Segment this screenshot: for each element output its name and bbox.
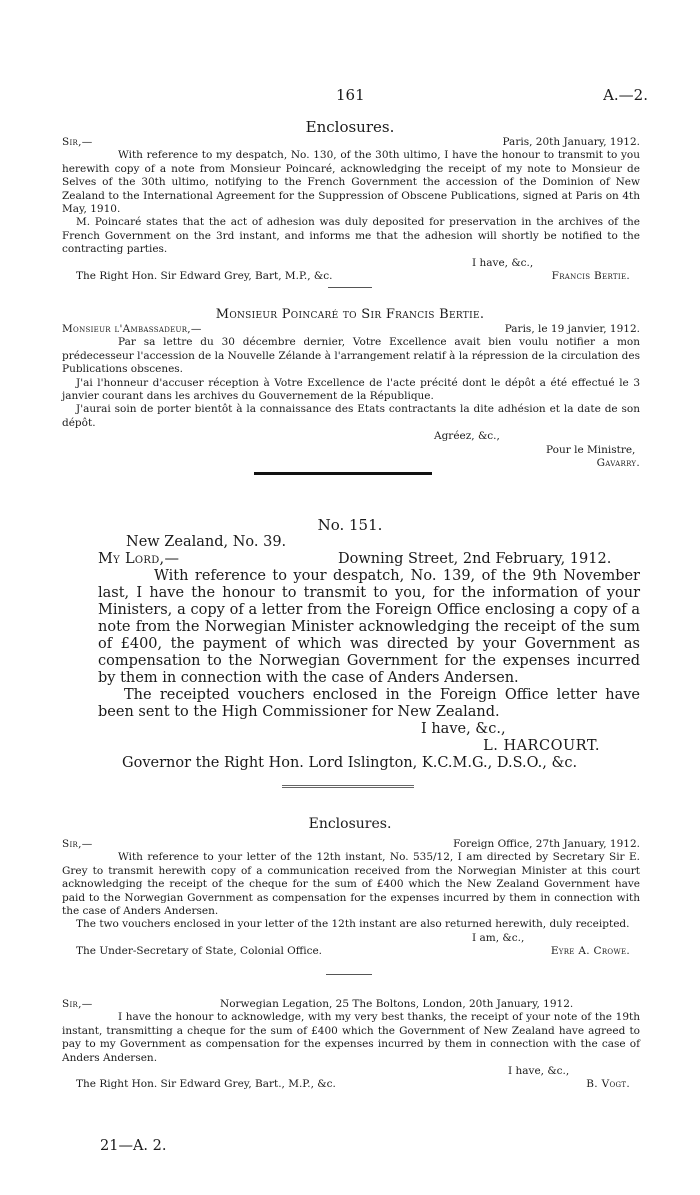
dispatch-harcourt (98, 534, 640, 772)
salutation: Sir,— (62, 998, 93, 1010)
divider (326, 974, 372, 975)
letter-vogt (62, 998, 640, 1092)
enclosures-heading-2: Enclosures. (308, 816, 392, 832)
paragraph: M. Poincaré states that the act of adhesion was duly deposited for preservation in the archives of the French Government on the 3rd instant, and informs me that the adhesion will shortly be notified to the contracting parties. (62, 216, 640, 256)
salutation: My Lord,— (98, 551, 180, 567)
closing: Agréez, &c., (434, 430, 500, 443)
salutation: Sir,— (62, 838, 93, 850)
paper-reference: A.—2. (603, 86, 648, 104)
salutation: Sir,— (62, 136, 93, 148)
closing: I am, &c., (472, 931, 525, 944)
place-date: Paris, 20th January, 1912. (502, 136, 640, 148)
colony-reference: New Zealand, No. 39. (126, 534, 287, 550)
thick-divider (254, 472, 432, 475)
divider (282, 785, 414, 788)
paragraph: With reference to your letter of the 12th instant, No. 535/12, I am directed by Secretary Sir E. Grey to transmit herewith copy of a communication received from the Norwegian Minister at this court acknowledging the receipt of the cheque for the sum of £400 which the New Zealand Government have paid to the Norwegian Government as compensation for the expenses incurred by them in connection with the case of Anders Andersen. (62, 851, 640, 918)
closing: I have, &c., (421, 721, 506, 737)
signature: Eyre A. Crowe. (550, 945, 630, 958)
paragraph: I have the honour to acknowledge, with my very best thanks, the receipt of your note of the 19th instant, transmitting a cheque for the sum of £400 which the Government of New Zealand have agreed to pay to my Government as compensation for the expenses incurred by them in connection with the case of Anders Andersen. (62, 1011, 640, 1064)
signature-mark: 21—A. 2. (100, 1138, 167, 1154)
page-number: 161 (336, 86, 365, 104)
addressee: The Right Hon. Sir Edward Grey, Bart, M.P., &c. (76, 270, 333, 283)
paragraph: Par sa lettre du 30 décembre dernier, Votre Excellence avait bien voulu notifier a mon prédecesseur l'accession de la Nouvelle Zélande à l'arrangement relatif à la répression de la circulation des Publications obscenes. (62, 336, 640, 376)
divider (328, 287, 372, 288)
signature: L. HARCOURT. (483, 738, 600, 754)
letter-heading: Monsieur Poincaré to Sir Francis Bertie. (215, 307, 485, 322)
salutation: Monsieur l'Ambassadeur,— (62, 323, 202, 335)
place-date: Downing Street, 2nd February, 1912. (338, 551, 612, 567)
paragraph: J'aurai soin de porter bientôt à la connaissance des Etats contractants la dite adhésion et la date de son dépôt. (62, 403, 640, 429)
dispatch-number: No. 151. (317, 516, 383, 534)
closing: I have, &c., (472, 256, 534, 269)
enclosures-heading-1: Enclosures. (305, 118, 395, 136)
addressee: Governor the Right Hon. Lord Islington, K.C.M.G., D.S.O., &c. (122, 755, 578, 771)
paragraph: The two vouchers enclosed in your letter of the 12th instant are also returned herewith, duly receipted. (76, 918, 630, 931)
letter-crowe (62, 838, 640, 959)
closing: Pour le Ministre, (546, 443, 636, 456)
addressee: The Right Hon. Sir Edward Grey, Bart., M.P., &c. (76, 1078, 336, 1091)
letter-bertie (62, 136, 640, 283)
signature: Gavarry. (596, 457, 640, 470)
paragraph: With reference to your despatch, No. 139, of the 9th November last, I have the honour to transmit to you, for the information of your Ministers, a copy of a letter from the Foreign Office enclosing a copy of a note from the Norwegian Minister acknowledging the receipt of the sum of £400, the payment of which was directed by your Government as compensation to the Norwegian Government for the expenses incurred by them in connection with the case of Anders Andersen. (98, 568, 640, 686)
signature: B. Vogt. (586, 1078, 630, 1091)
place-date: Foreign Office, 27th January, 1912. (453, 838, 640, 850)
paragraph: With reference to my despatch, No. 130, of the 30th ultimo, I have the honour to transmit to you herewith copy of a note from Monsieur Poincaré, acknowledging the receipt of my note to Monsieur de Selves of the 30th ultimo, notifying to the French Government the accession of the Dominion of New Zealand to the International Agreement for the Suppression of Obscene Publications, signed at Paris on 4th May, 1910. (62, 149, 640, 216)
signature: Francis Bertie. (551, 270, 630, 283)
place-date: Paris, le 19 janvier, 1912. (504, 323, 640, 335)
addressee: The Under-Secretary of State, Colonial Office. (76, 945, 323, 958)
closing: I have, &c., (508, 1065, 570, 1078)
paragraph: The receipted vouchers enclosed in the Foreign Office letter have been sent to the High Commissioner for New Zealand. (98, 687, 640, 720)
paragraph: J'ai l'honneur d'accuser réception à Votre Excellence de l'acte précité dont le dépôt a été effectué le 3 janvier courant dans les archives du Gouvernement de la République. (62, 376, 640, 403)
letter-poincare (62, 323, 640, 470)
place-date: Norwegian Legation, 25 The Boltons, London, 20th January, 1912. (220, 998, 574, 1010)
